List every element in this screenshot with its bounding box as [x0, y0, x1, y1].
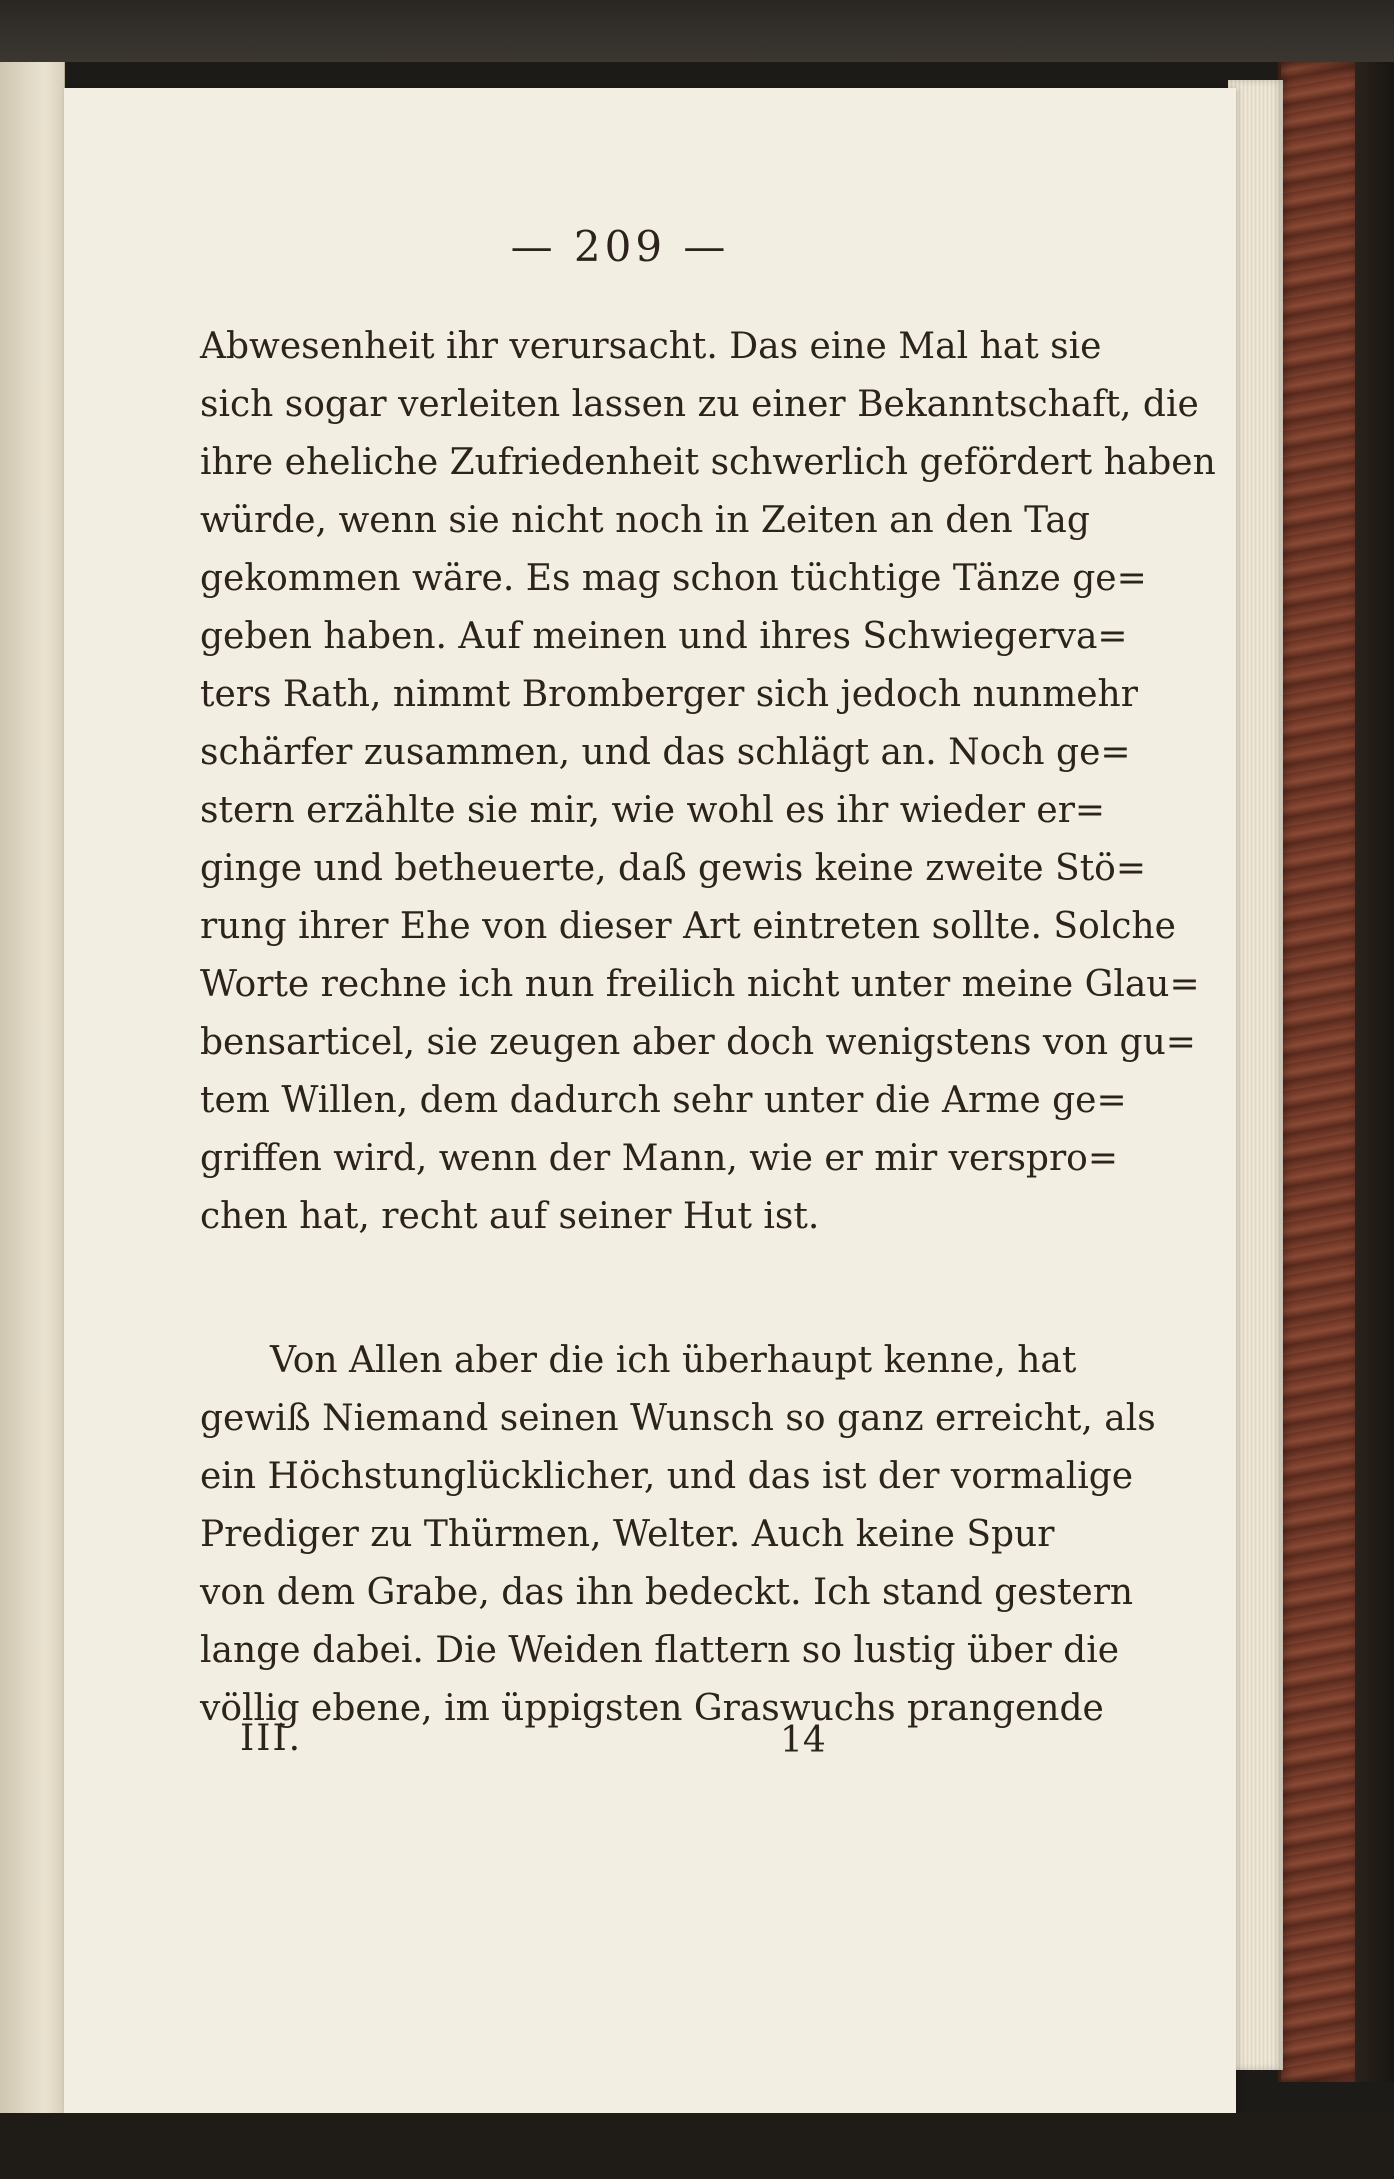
text-line: geben haben. Auf meinen und ihres Schwiegerva=	[200, 616, 1128, 657]
text-line: schärfer zusammen, und das schlägt an. Noch ge=	[200, 732, 1131, 773]
text-line: ihre eheliche Zufriedenheit schwerlich gefördert haben	[200, 442, 1216, 483]
text-line: ters Rath, nimmt Bromberger sich jedoch nunmehr	[200, 674, 1138, 715]
text-line: gekommen wäre. Es mag schon tüchtige Tänze ge=	[200, 558, 1147, 599]
page-number-header: — 209 —	[510, 222, 730, 271]
facing-page-edge	[0, 62, 65, 2142]
text-line: würde, wenn sie nicht noch in Zeiten an den Tag	[200, 500, 1090, 541]
book-cover-edge	[1278, 62, 1361, 2082]
paragraph-2	[200, 1332, 1156, 1738]
text-line: tem Willen, dem dadurch sehr unter die Arme ge=	[200, 1080, 1127, 1121]
text-line: ein Höchstunglücklicher, und das ist der vormalige	[200, 1456, 1134, 1497]
text-line: sich sogar verleiten lassen zu einer Bekanntschaft, die	[200, 384, 1199, 425]
page-body	[200, 318, 1216, 1738]
signature-mark: III.	[240, 1718, 303, 1759]
text-line: von dem Grabe, das ihn bedeckt. Ich stand gestern	[200, 1572, 1134, 1613]
text-line: Abwesenheit ihr verursacht. Das eine Mal hat sie	[200, 326, 1102, 367]
text-line: Prediger zu Thürmen, Welter. Auch keine Spur	[200, 1514, 1055, 1555]
text-line: ginge und betheuerte, daß gewis keine zweite Stö=	[200, 848, 1147, 889]
text-line: griffen wird, wenn der Mann, wie er mir verspro=	[200, 1138, 1119, 1179]
scan-background-bottom	[0, 2113, 1394, 2179]
book-cover-shadow	[1355, 62, 1394, 2082]
scan-background-top	[0, 0, 1394, 62]
paragraph-1	[200, 318, 1216, 1246]
text-line: gewiß Niemand seinen Wunsch so ganz erreicht, als	[200, 1398, 1156, 1439]
text-line: völlig ebene, im üppigsten Graswuchs prangende	[200, 1688, 1104, 1729]
text-line: stern erzählte sie mir, wie wohl es ihr wieder er=	[200, 790, 1106, 831]
text-line: Von Allen aber die ich überhaupt kenne, hat	[270, 1340, 1077, 1381]
text-line: chen hat, recht auf seiner Hut ist.	[200, 1196, 820, 1237]
text-line: lange dabei. Die Weiden flattern so lustig über die	[200, 1630, 1120, 1671]
text-line: bensarticel, sie zeugen aber doch wenigstens von gu=	[200, 1022, 1196, 1063]
sheet-number: 14	[780, 1720, 826, 1761]
text-line: rung ihrer Ehe von dieser Art eintreten sollte. Solche	[200, 906, 1176, 947]
page-stack-edge	[1228, 80, 1283, 2070]
text-line: Worte rechne ich nun freilich nicht unter meine Glau=	[200, 964, 1200, 1005]
